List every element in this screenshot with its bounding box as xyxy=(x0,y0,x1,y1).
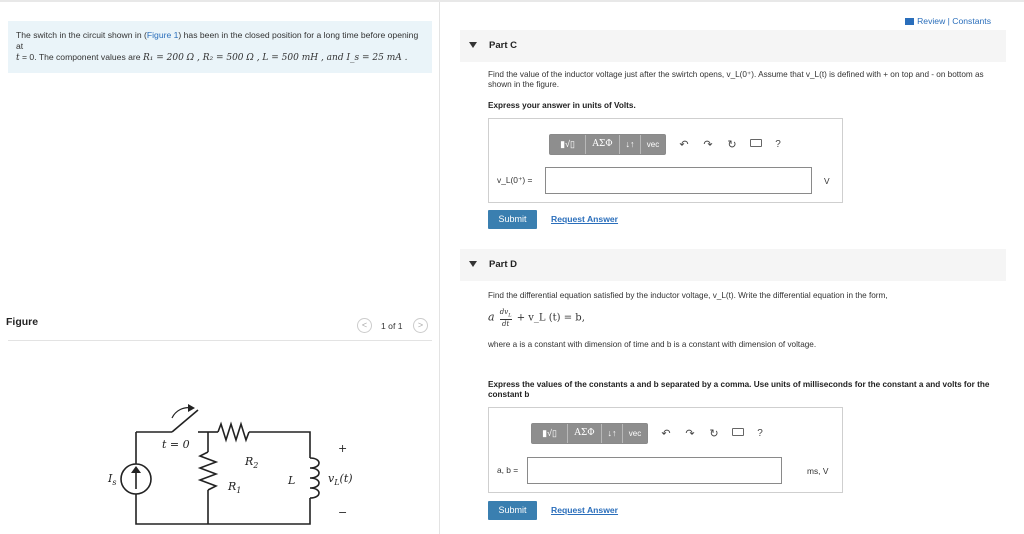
intro-text-1: The switch in the circuit shown in ( xyxy=(16,30,147,40)
label-r1: $R_1$ xyxy=(228,480,242,495)
top-border xyxy=(0,0,1024,2)
figure-link[interactable]: Figure 1 xyxy=(146,30,179,40)
figure-counter: 1 of 1 xyxy=(381,321,403,331)
component-values: R₁ = 200 Ω , R₂ = 500 Ω , L = 500 mH , and I_s = 25 mA . xyxy=(142,53,408,63)
keyboard-icon[interactable] xyxy=(726,427,750,439)
inductor-l xyxy=(310,458,319,498)
resistor-r1 xyxy=(200,452,216,490)
circuit-diagram xyxy=(100,400,370,534)
collapse-triangle-icon xyxy=(469,261,477,267)
undo-icon[interactable]: ↶ xyxy=(661,427,671,440)
reset-icon[interactable]: ↻ xyxy=(709,427,719,440)
symbols-button[interactable]: ΑΣΦ xyxy=(586,135,620,154)
part-d-eq-label: a, b = xyxy=(497,465,519,475)
part-d-submit-button[interactable]: Submit xyxy=(488,501,537,520)
header-separator: | xyxy=(945,16,953,26)
label-r2: $R_2$ xyxy=(245,455,259,470)
part-d-answer-input[interactable] xyxy=(527,457,782,484)
part-c-instruction: Express your answer in units of Volts. xyxy=(488,101,636,110)
intro-t-var: t xyxy=(16,53,20,63)
reset-icon[interactable]: ↻ xyxy=(727,138,737,151)
vector-button[interactable]: vec xyxy=(641,135,665,154)
part-c-label: Part C xyxy=(489,40,517,51)
vector-button[interactable]: vec xyxy=(623,424,647,443)
part-d-toolbar xyxy=(531,422,770,444)
constants-link[interactable]: Constants xyxy=(952,16,991,26)
help-icon[interactable]: ? xyxy=(775,138,781,150)
label-is: $I_s$ xyxy=(108,472,117,487)
figure-prev-button[interactable]: < xyxy=(357,318,372,333)
arrows-button[interactable]: ↓↑ xyxy=(620,135,641,154)
redo-icon[interactable]: ↷ xyxy=(685,427,695,440)
part-d-equation-rest: + v_L (t) = b, xyxy=(516,312,585,324)
label-switch-time: t = 0 xyxy=(162,438,190,451)
part-c-unit: V xyxy=(824,176,830,186)
part-d-question: Find the differential equation satisfied by the inductor voltage, v_L(t). Write the differential equation in the form, xyxy=(488,291,888,300)
label-minus: − xyxy=(338,506,348,519)
label-vl: $v_L(t)$ xyxy=(328,472,353,487)
review-icon xyxy=(905,18,914,25)
figure-next-button[interactable]: > xyxy=(413,318,428,333)
templates-button[interactable]: ▮√▯ xyxy=(532,424,568,443)
part-c-request-answer-link[interactable]: Request Answer xyxy=(551,214,619,224)
part-c-question: Find the value of the inductor voltage just after the swirtch opens, v_L(0⁺). Assume that v_L(t) is defined with + on top and - on bottom as shown in the figure. xyxy=(488,70,984,89)
part-c-toolbar xyxy=(549,133,788,155)
part-d-header[interactable] xyxy=(460,249,1006,281)
collapse-triangle-icon xyxy=(469,42,477,48)
part-c-answer-input[interactable] xyxy=(545,167,812,194)
wire-right-bottom xyxy=(136,494,310,524)
source-arrow-head xyxy=(131,466,141,473)
undo-icon[interactable]: ↶ xyxy=(679,138,689,151)
part-d-unit: ms, V xyxy=(807,466,829,476)
wire-top-right-2 xyxy=(249,432,310,458)
review-link[interactable]: Review xyxy=(917,16,946,26)
help-icon[interactable]: ? xyxy=(757,427,763,439)
part-c-submit-button[interactable]: Submit xyxy=(488,210,537,229)
part-d-where-text: where a is a constant with dimension of time and b is a constant with dimension of voltage. xyxy=(488,340,817,349)
arrows-button[interactable]: ↓↑ xyxy=(602,424,623,443)
part-c-answer-box xyxy=(488,118,843,203)
figure-divider xyxy=(8,340,432,341)
part-d-tool-group xyxy=(531,423,648,444)
part-d-label: Part D xyxy=(489,259,517,270)
templates-button[interactable]: ▮√▯ xyxy=(550,135,586,154)
part-c-eq-label: v_L(0⁺) = xyxy=(497,175,533,185)
figure-title: Figure xyxy=(6,316,39,328)
label-plus: + xyxy=(338,442,348,455)
resistor-r2 xyxy=(218,424,249,440)
panel-divider xyxy=(439,2,440,534)
label-l: L xyxy=(288,474,296,487)
part-d-equation: a $dv_L$ dt + v_L (t) = b, xyxy=(488,308,585,329)
symbols-button[interactable]: ΑΣΦ xyxy=(568,424,602,443)
review-constants-bar xyxy=(905,16,991,26)
part-c-tool-group xyxy=(549,134,666,155)
part-c-header[interactable] xyxy=(460,30,1006,62)
intro-text-3: = 0. The component values are xyxy=(19,52,143,62)
redo-icon[interactable]: ↷ xyxy=(703,138,713,151)
problem-intro xyxy=(8,21,432,73)
keyboard-icon[interactable] xyxy=(744,138,768,150)
intro-text-2: ) has been in the closed position for a long time before opening at xyxy=(16,30,419,51)
part-d-request-answer-link[interactable]: Request Answer xyxy=(551,505,619,515)
part-d-instruction: Express the values of the constants a and b separated by a comma. Use units of milliseconds for the constant a and volts for the constant b xyxy=(488,380,990,399)
part-d-answer-box xyxy=(488,407,843,493)
